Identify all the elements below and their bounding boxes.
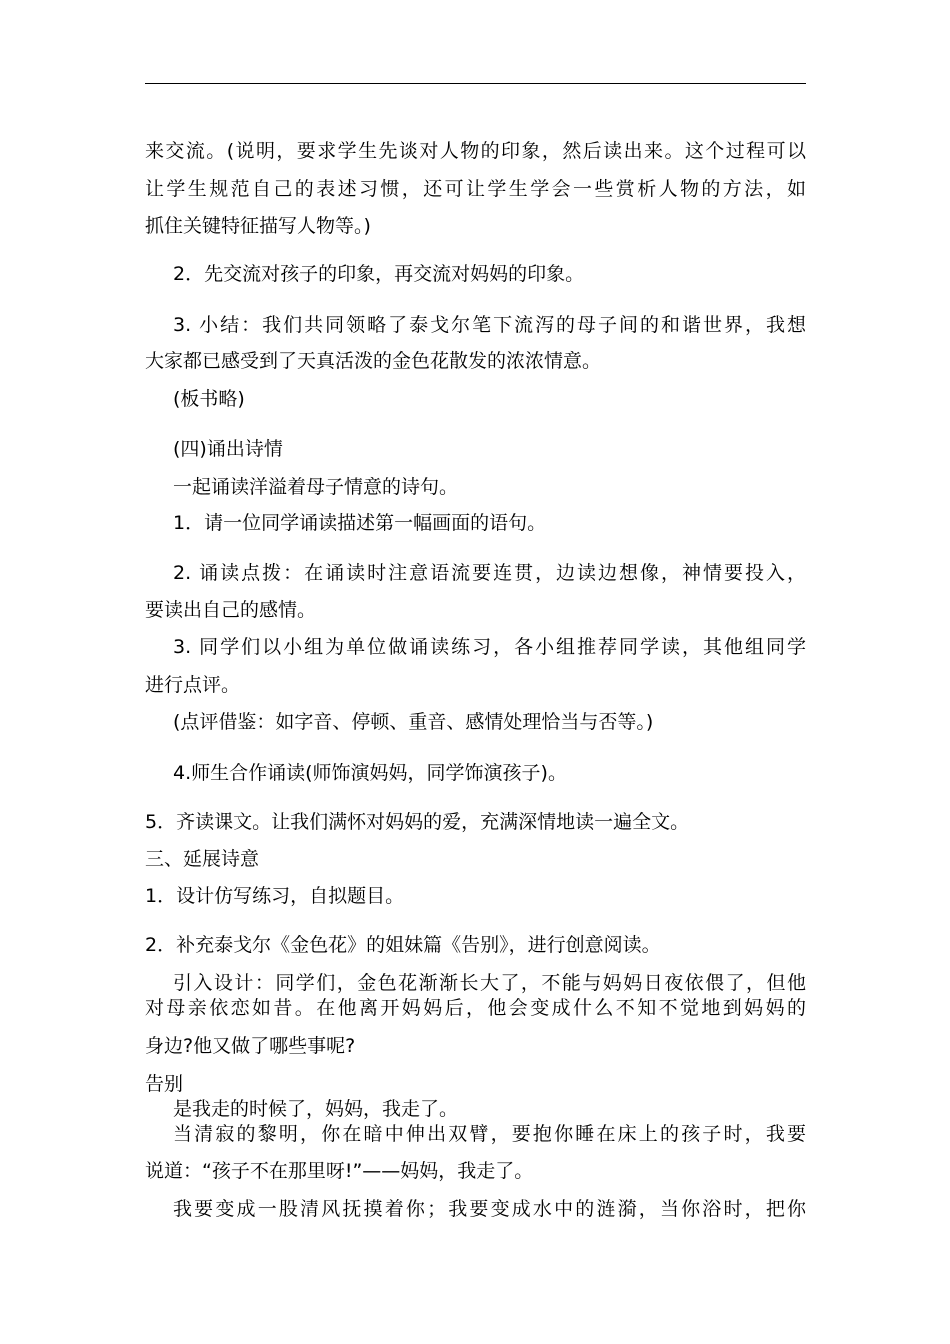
- text-line: 一起诵读洋溢着母子情意的诗句。: [173, 476, 459, 498]
- text-line: 要读出自己的感情。: [145, 599, 317, 621]
- text-line: 让学生规范自己的表述习惯，还可让学生学会一些赏析人物的方法，如: [145, 178, 806, 200]
- text-line: 身边?他又做了哪些事呢?: [145, 1035, 356, 1057]
- text-line: (板书略): [173, 388, 245, 410]
- text-line: 3. 同学们以小组为单位做诵读练习，各小组推荐同学读，其他组同学: [173, 636, 806, 658]
- section-heading: (四)诵出诗情: [173, 438, 283, 460]
- text-line: (点评借鉴：如字音、停顿、重音、感情处理恰当与否等。): [173, 711, 654, 733]
- text-line: 引入设计：同学们，金色花渐渐长大了，不能与妈妈日夜依偎了，但他: [173, 972, 806, 994]
- text-line: 进行点评。: [145, 674, 241, 696]
- text-line: 2. 诵读点拨：在诵读时注意语流要连贯，边读边想像，神情要投入，: [173, 562, 806, 584]
- section-heading: 三、延展诗意: [145, 848, 260, 870]
- poem-line: 当清寂的黎明，你在暗中伸出双臂，要抱你睡在床上的孩子时，我要: [173, 1123, 806, 1145]
- poem-line: 我要变成一股清风抚摸着你；我要变成水中的涟漪，当你浴时，把你: [173, 1198, 806, 1220]
- header-rule: [145, 83, 806, 84]
- text-line: 2．补充泰戈尔《金色花》的姐妹篇《告别》，进行创意阅读。: [145, 934, 661, 956]
- poem-title: 告别: [145, 1073, 184, 1095]
- text-line: 来交流。(说明，要求学生先谈对人物的印象，然后读出来。这个过程可以: [145, 140, 806, 162]
- poem-line: 说道：“孩子不在那里呀!”——妈妈，我走了。: [145, 1160, 534, 1182]
- text-line: 1．设计仿写练习，自拟题目。: [145, 885, 405, 907]
- text-line: 大家都已感受到了天真活泼的金色花散发的浓浓情意。: [145, 350, 602, 372]
- text-line: 3. 小结：我们共同领略了泰戈尔笔下流泻的母子间的和谐世界，我想: [173, 314, 806, 336]
- poem-line: 是我走的时候了，妈妈，我走了。: [173, 1098, 459, 1120]
- text-line: 1．请一位同学诵读描述第一幅画面的语句。: [173, 512, 547, 534]
- text-line: 5．齐读课文。让我们满怀对妈妈的爱，充满深情地读一遍全文。: [145, 811, 690, 833]
- text-line: 对母亲依恋如昔。在他离开妈妈后，他会变成什么不知不觉地到妈妈的: [145, 997, 806, 1019]
- text-line: 2．先交流对孩子的印象，再交流对妈妈的印象。: [173, 263, 585, 285]
- text-line: 抓住关键特征描写人物等。): [145, 215, 371, 237]
- text-line: 4.师生合作诵读(师饰演妈妈，同学饰演孩子)。: [173, 762, 567, 784]
